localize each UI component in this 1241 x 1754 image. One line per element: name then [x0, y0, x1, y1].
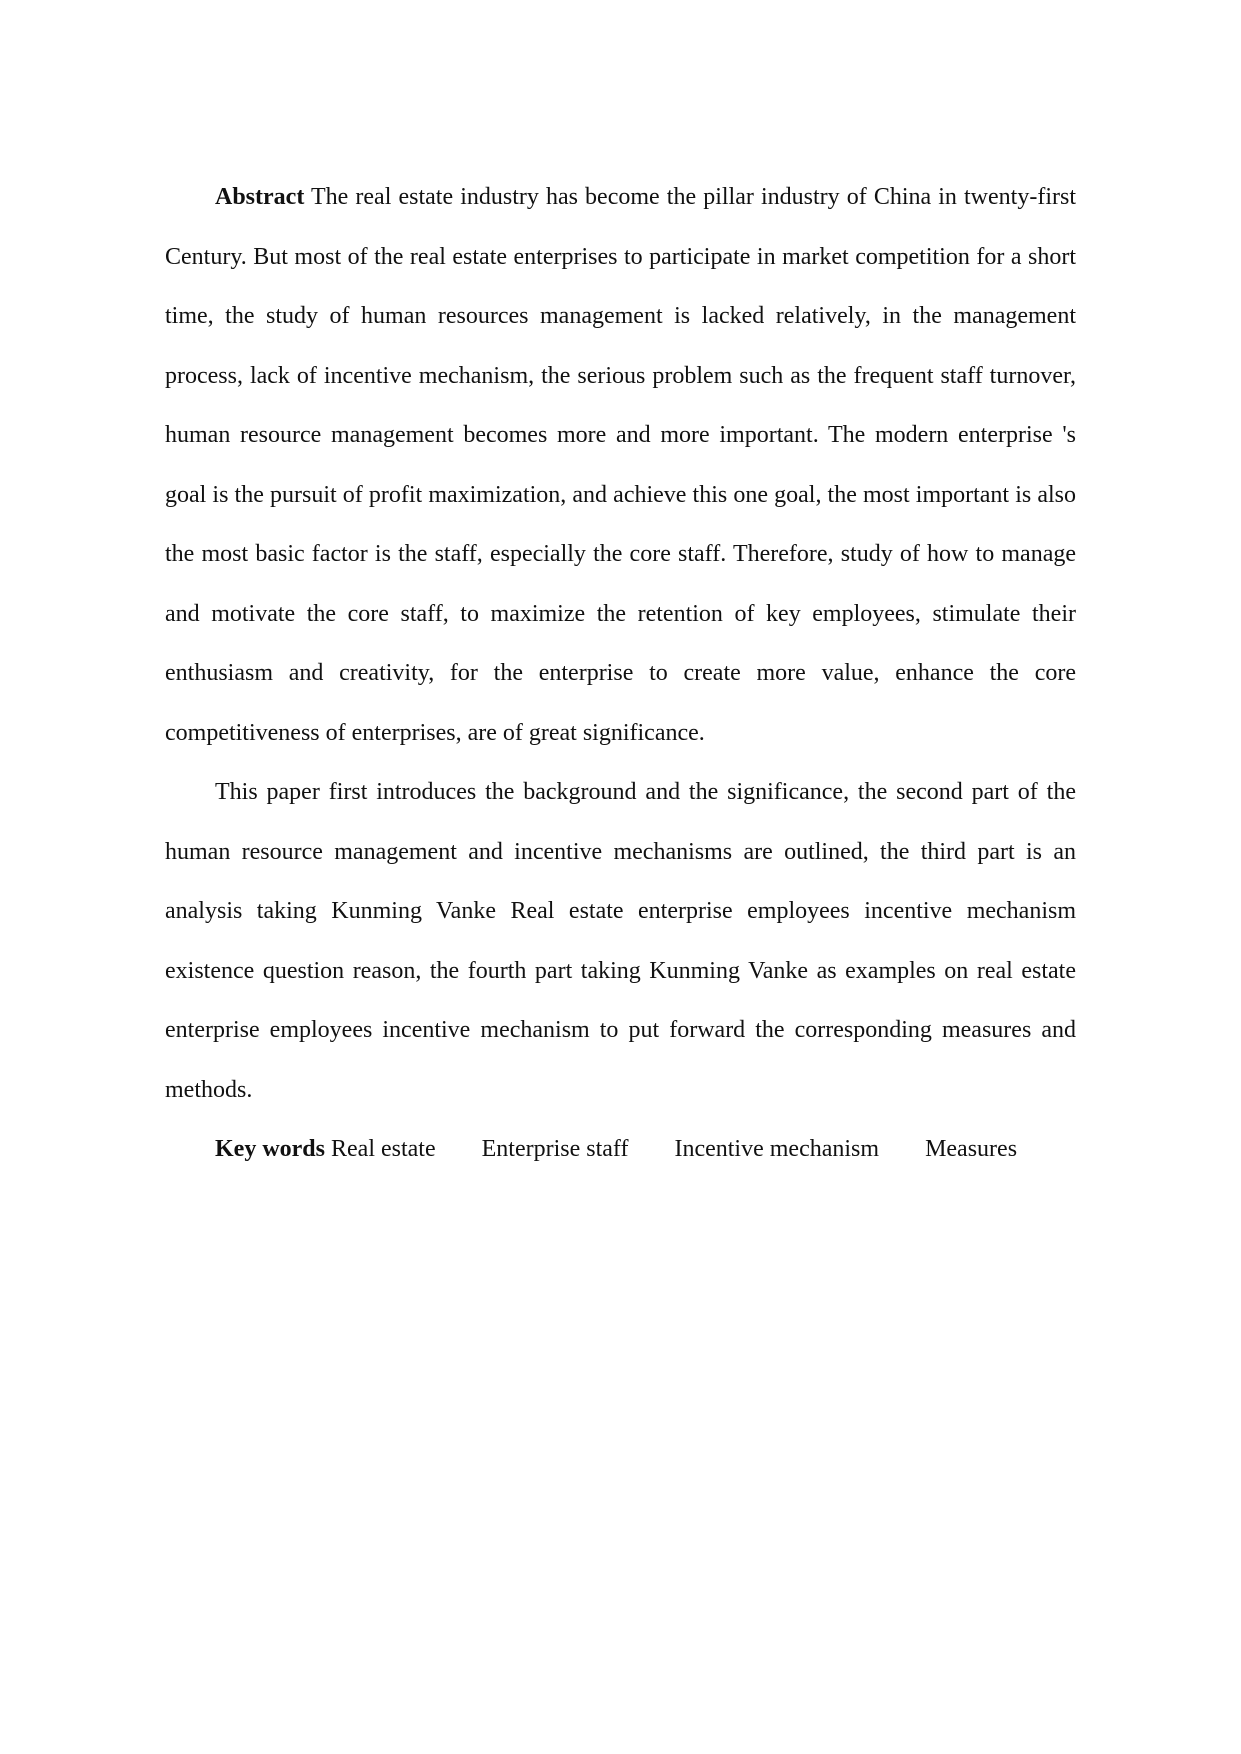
abstract-paragraph: [165, 168, 1076, 763]
keyword-item: Real estate: [331, 1136, 436, 1162]
summary-paragraph: This paper first introduces the background and the significance, the second part of the human resource management and incentive mechanisms are outlined, the third part is an analysis taking Kunming Vanke Real estate enterprise employees incentive mechanism existence question reason, the fourth part taking Kunming Vanke as examples on real estate enterprise employees incentive mechanism to put forward the corresponding measures and methods.: [165, 779, 1076, 1103]
keyword-item: Measures: [925, 1136, 1018, 1162]
keyword-item: Incentive mechanism: [674, 1136, 880, 1162]
keywords-heading: Key words: [215, 1136, 325, 1162]
keywords-line: [165, 1120, 1076, 1180]
abstract-text: The real estate industry has become the pillar industry of China in twenty-first Century. But most of the real estate enterprises to participate in market competition for a short time, the study of human resources management is lacked relatively, in the management process, lack of incentive mechanism, the serious problem such as the frequent staff turnover, human resource management becomes more and more important. The modern enterprise 's goal is the pursuit of profit maximization, and achieve this one goal, the most important is also the most basic factor is the staff, especially the core staff. Therefore, study of how to manage and motivate the core staff, to maximize the retention of key employees, stimulate their enthusiasm and creativity, for the enterprise to create more value, enhance the core competitiveness of enterprises, are of great significance.: [165, 184, 1076, 746]
keyword-item: Enterprise staff: [481, 1136, 629, 1162]
abstract-heading: Abstract: [215, 184, 305, 210]
abstract-section: [165, 168, 1076, 1180]
